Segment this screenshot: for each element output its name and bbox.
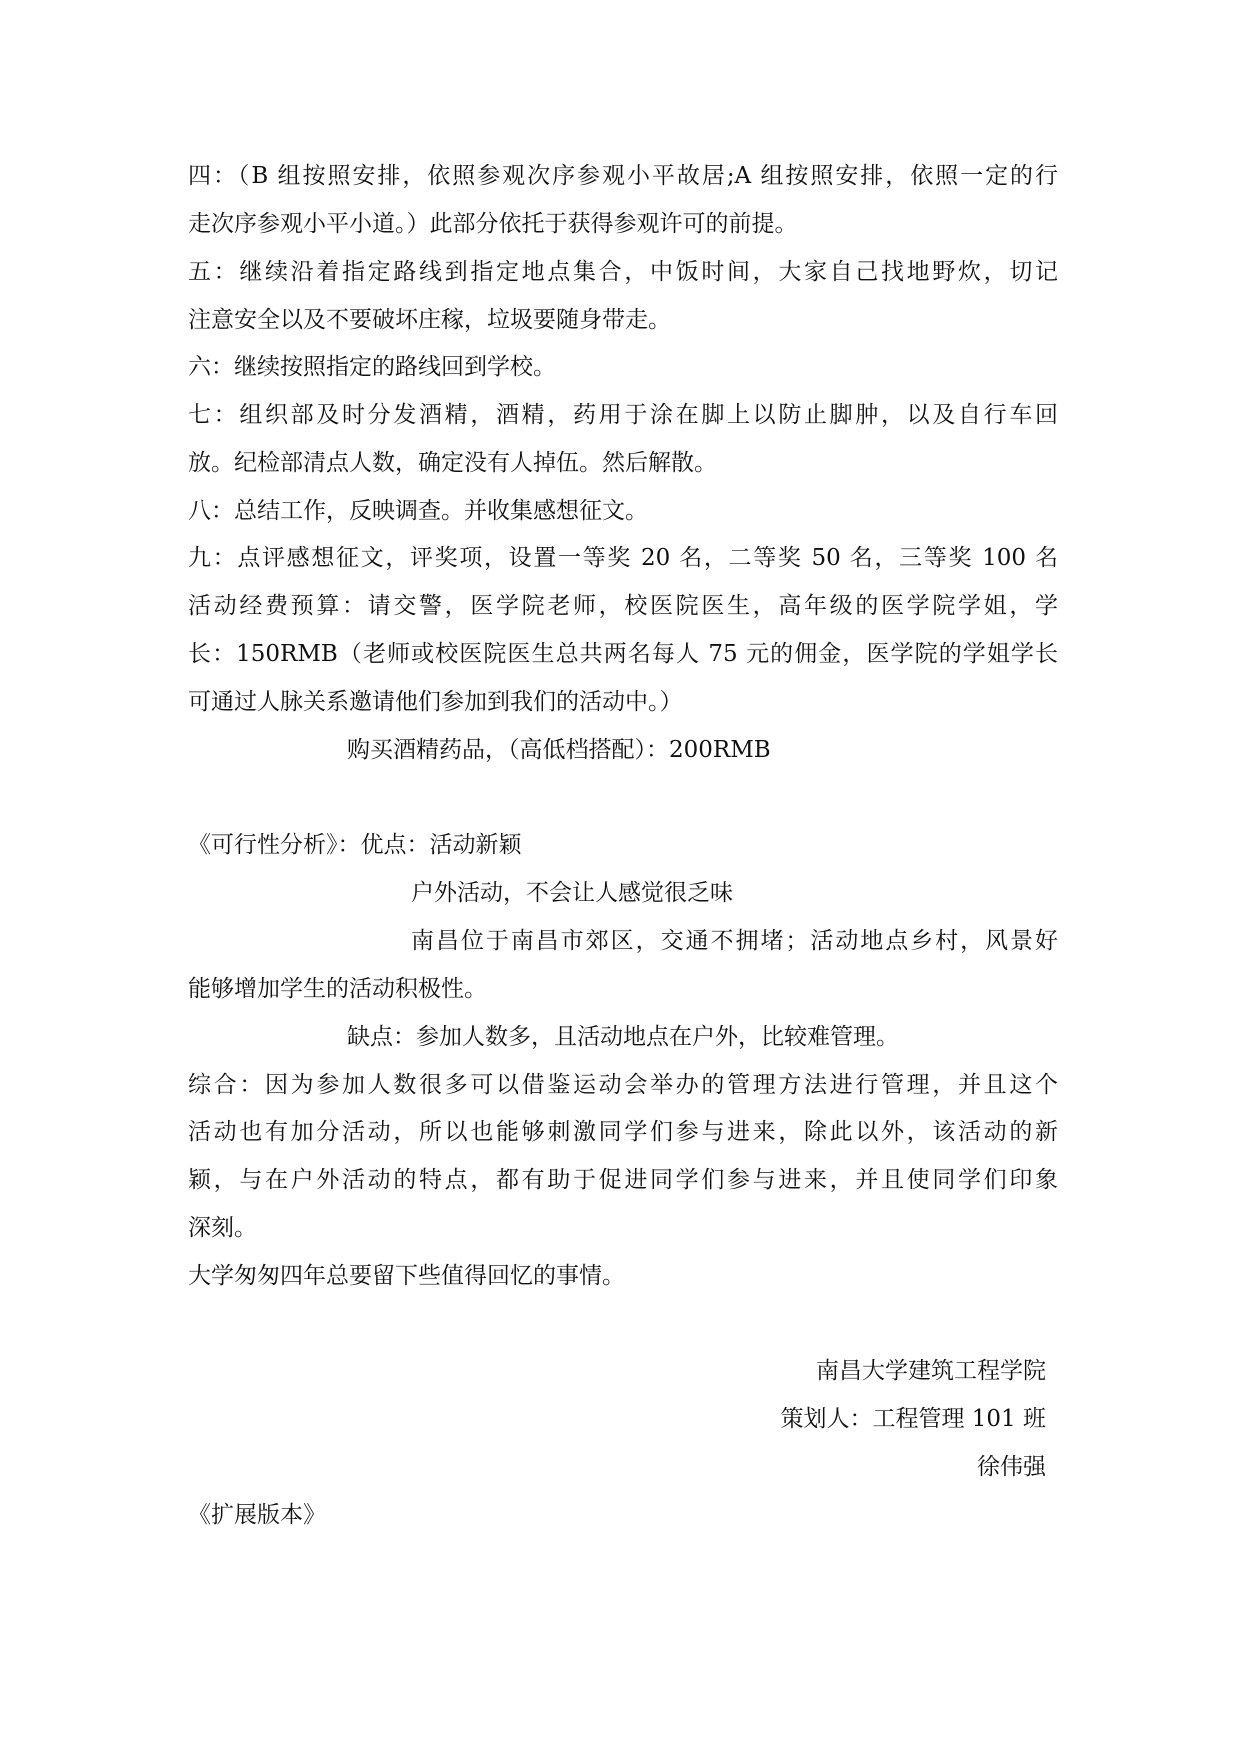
- extended-version-label: 《扩展版本》: [188, 1502, 326, 1528]
- step7-line2: 放。纪检部清点人数，确定没有人掉伍。然后解散。: [188, 450, 717, 476]
- budget-line2: 长：150RMB（老师或校医院医生总共两名每人 75 元的佣金，医学院的学姐学长: [188, 641, 1058, 667]
- summary-line2: 活动也有加分活动，所以也能够刺激同学们参与进来，除此以外，该活动的新: [188, 1119, 1058, 1145]
- feasibility-pro3-line2: 能够增加学生的活动积极性。: [188, 976, 487, 1002]
- summary-line1: 综合：因为参加人数很多可以借鉴运动会举办的管理方法进行管理，并且这个: [188, 1072, 1058, 1098]
- feasibility-con: 缺点：参加人数多，且活动地点在户外，比较难管理。: [347, 1024, 899, 1050]
- summary-line3: 颖，与在户外活动的特点，都有助于促进同学们参与进来，并且使同学们印象: [188, 1167, 1058, 1193]
- step9: 九：点评感想征文，评奖项，设置一等奖 20 名，二等奖 50 名，三等奖 100 名: [188, 545, 1058, 571]
- feasibility-pro2: 户外活动，不会让人感觉很乏味: [411, 880, 733, 906]
- signature-name: 徐伟强: [977, 1454, 1046, 1480]
- feasibility-pro3-line1: 南昌位于南昌市郊区，交通不拥堵；活动地点乡村，风景好: [411, 928, 1058, 954]
- step6: 六：继续按照指定的路线回到学校。: [188, 354, 556, 380]
- closing-line: 大学匆匆四年总要留下些值得回忆的事情。: [188, 1263, 625, 1289]
- signature-planner: 策划人：工程管理 101 班: [780, 1406, 1046, 1432]
- budget-line1: 活动经费预算：请交警，医学院老师，校医院医生，高年级的医学院学姐，学: [188, 593, 1058, 619]
- signature-org: 南昌大学建筑工程学院: [816, 1358, 1046, 1384]
- summary-line4: 深刻。: [188, 1215, 257, 1241]
- budget-line4: 购买酒精药品，（高低档搭配）：200RMB: [347, 737, 771, 763]
- step5-line1: 五：继续沿着指定路线到指定地点集合，中饭时间，大家自己找地野炊，切记: [188, 259, 1058, 285]
- feasibility-heading: 《可行性分析》：优点：活动新颖: [188, 832, 522, 858]
- step8: 八：总结工作，反映调查。并收集感想征文。: [188, 498, 648, 524]
- budget-line3: 可通过人脉关系邀请他们参加到我们的活动中。）: [188, 689, 683, 715]
- step5-line2: 注意安全以及不要破坏庄稼，垃圾要随身带走。: [188, 307, 671, 333]
- step4-line1: 四：（B 组按照安排，依照参观次序参观小平故居;A 组按照安排，依照一定的行: [188, 163, 1058, 189]
- step4-line2: 走次序参观小平小道。）此部分依托于获得参观许可的前提。: [188, 211, 798, 237]
- step7-line1: 七：组织部及时分发酒精，酒精，药用于涂在脚上以防止脚肿，以及自行车回: [188, 402, 1058, 428]
